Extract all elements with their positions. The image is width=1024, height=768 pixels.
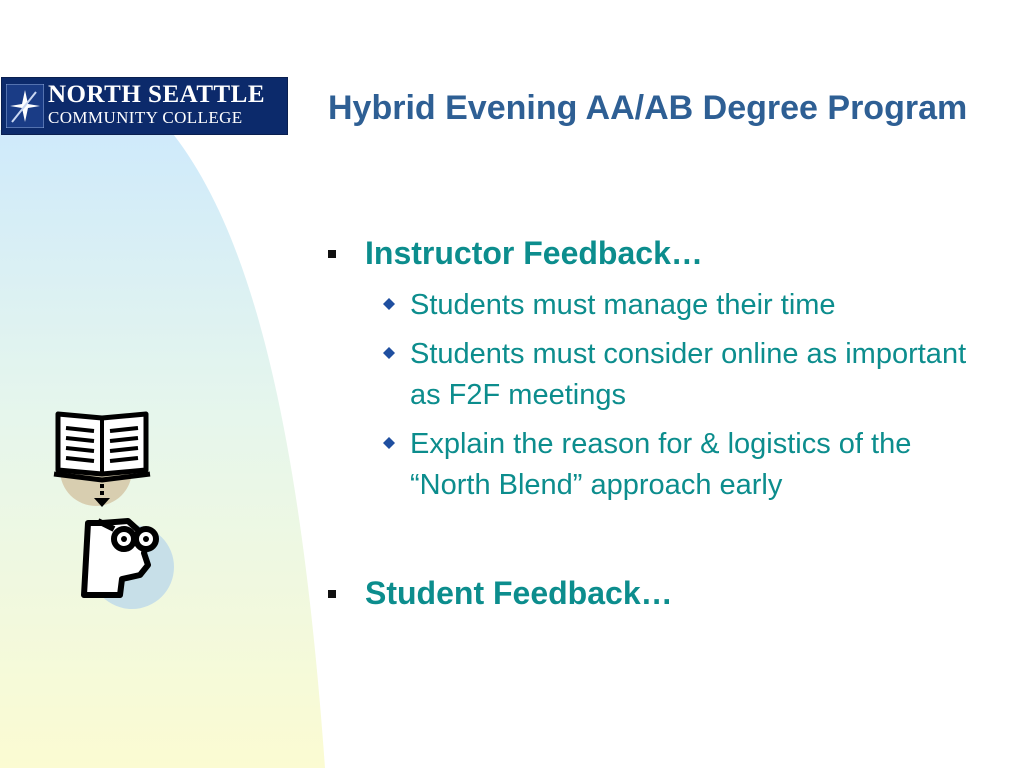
- diamond-bullet-icon: [383, 298, 395, 310]
- subitem-text: Students must manage their time: [410, 289, 836, 321]
- square-bullet-icon: [328, 590, 336, 598]
- diamond-bullet-icon: [383, 437, 395, 449]
- subitem: [380, 424, 980, 506]
- logo-line1: NORTH SEATTLE: [48, 81, 266, 108]
- open-book-icon: [50, 408, 154, 508]
- college-logo: [1, 77, 288, 135]
- slide-title: Hybrid Evening AA/AB Degree Program: [328, 89, 968, 127]
- diamond-bullet-icon: [383, 347, 395, 359]
- subitem: [380, 285, 980, 326]
- subitem-text: Students must consider online as important as F2F meetings: [410, 338, 967, 411]
- square-bullet-icon: [328, 250, 336, 258]
- thinking-head-icon: [78, 495, 178, 613]
- logo-line2: COMMUNITY COLLEGE: [48, 108, 243, 127]
- bullet-label: Student Feedback…: [365, 575, 673, 611]
- instructor-feedback-subitems: [380, 285, 980, 514]
- subitem-text: Explain the reason for & logistics of the “North Blend” approach early: [410, 428, 912, 501]
- star-compass-icon: [6, 84, 44, 128]
- bullet-label: Instructor Feedback…: [365, 235, 703, 271]
- subitem: [380, 334, 980, 416]
